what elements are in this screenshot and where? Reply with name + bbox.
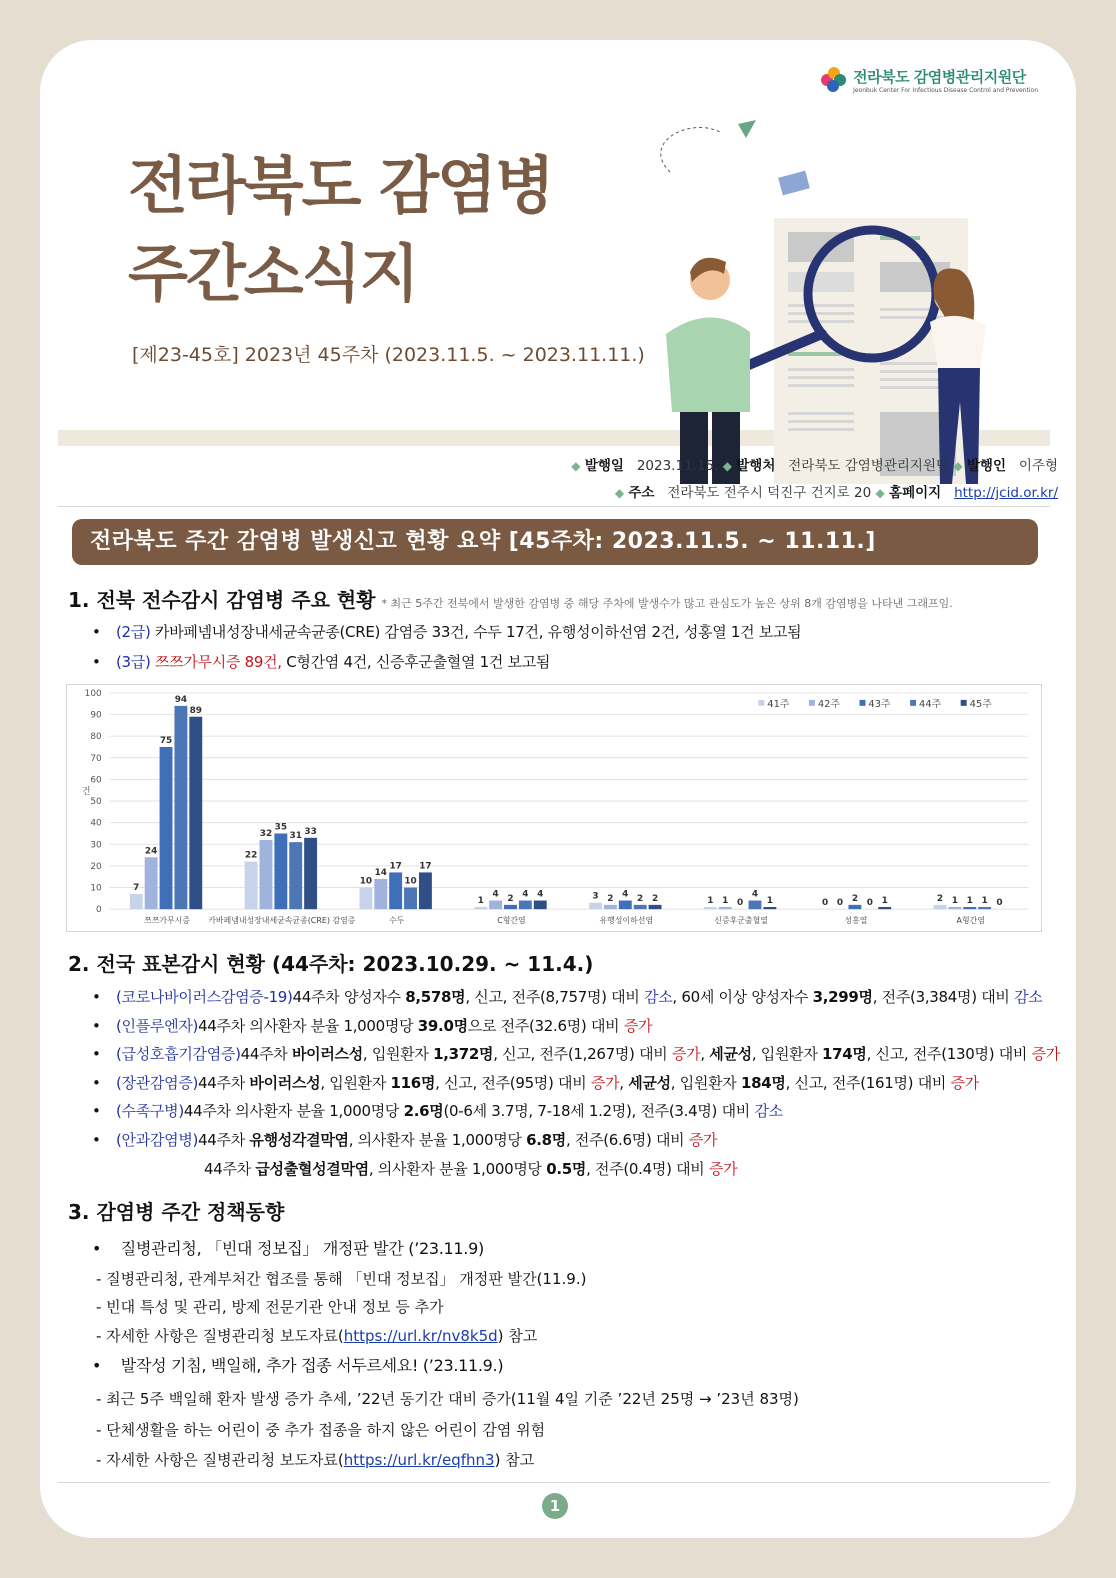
bar bbox=[519, 901, 532, 910]
weekly-cases-chart bbox=[66, 684, 1042, 932]
bar bbox=[604, 905, 617, 909]
newsletter-page bbox=[40, 40, 1076, 1538]
surveillance-item: • (급성호흡기감염증)44주차 바이러스성, 입원환자 1,372명, 신고, 전주(1,267명) 대비 증가, 세균성, 입원환자 174명, 신고, 전주(130명) 대비 증가 bbox=[92, 1045, 1060, 1063]
data-label: 4 bbox=[492, 889, 499, 900]
bar bbox=[504, 905, 517, 909]
bar bbox=[359, 888, 372, 910]
section1-heading: 1. 전북 전수감시 감염병 주요 현황 * 최근 5주간 전북에서 발생한 감염병 중 해당 주차에 발생수가 많고 관심도가 높은 상위 8개 감염병을 나타낸 그래프임. bbox=[68, 588, 953, 612]
data-label: 4 bbox=[622, 889, 629, 900]
legend-swatch bbox=[910, 700, 916, 706]
data-label: 4 bbox=[522, 889, 529, 900]
bar bbox=[289, 842, 302, 909]
page-number: 1 bbox=[542, 1493, 568, 1519]
y-tick-label: 60 bbox=[90, 775, 102, 786]
press-release-link[interactable]: https://url.kr/nv8k5d bbox=[343, 1327, 498, 1345]
section3-heading: 3. 감염병 주간 정책동향 bbox=[68, 1200, 285, 1224]
bar bbox=[948, 907, 961, 909]
bar bbox=[160, 747, 173, 909]
paper-plane-icon bbox=[738, 120, 756, 138]
category-label: 쯔쯔가무시증 bbox=[144, 916, 190, 926]
envelope-icon bbox=[778, 171, 810, 196]
y-tick-label: 80 bbox=[90, 732, 102, 743]
data-label: 2 bbox=[851, 893, 859, 904]
divider bbox=[58, 1482, 1050, 1483]
surveillance-item: • (안과감염병)44주차 유행성각결막염, 의사환자 분율 1,000명당 6.8명, 전주(6.6명) 대비 증가 bbox=[92, 1131, 718, 1149]
legend-label: 44주 bbox=[919, 698, 942, 710]
publication-info-row2: ◆ 주소 전라북도 전주시 덕진구 건지로 20 ◆ 홈페이지 http://jcid.or.kr/ bbox=[614, 485, 1058, 501]
category-label: 수두 bbox=[388, 916, 405, 926]
data-label: 94 bbox=[174, 694, 188, 705]
policy-item-1-detail: - 자세한 사항은 질병관리청 보도자료(https://url.kr/nv8k5d) 참고 bbox=[96, 1327, 538, 1345]
surveillance-item: • (인플루엔자)44주차 의사환자 분율 1,000명당 39.0명으로 전주(32.6명) 대비 증가 bbox=[92, 1017, 653, 1035]
data-label: 0 bbox=[836, 898, 844, 909]
divider bbox=[58, 506, 1050, 507]
data-label: 1 bbox=[951, 896, 958, 907]
summary-banner: 전라북도 주간 감염병 발생신고 현황 요약 [45주차: 2023.11.5. ~ 11.11.] bbox=[72, 519, 1038, 565]
data-label: 24 bbox=[144, 846, 158, 857]
data-label: 4 bbox=[537, 889, 544, 900]
legend-swatch bbox=[809, 700, 815, 706]
data-label: 32 bbox=[259, 829, 273, 840]
publication-info-row1: ◆ 발행일 2023.11.15. ◆ 발행처 전라북도 감염병관리지원단 ◆ 발행인 이주형 bbox=[571, 458, 1058, 474]
legend-label: 42주 bbox=[817, 698, 841, 710]
logo-icon bbox=[821, 67, 847, 93]
bar bbox=[419, 872, 432, 909]
y-tick-label: 10 bbox=[90, 883, 102, 894]
data-label: 7 bbox=[133, 883, 140, 894]
data-label: 2 bbox=[607, 893, 614, 904]
bar bbox=[963, 907, 976, 909]
bar bbox=[304, 838, 317, 909]
y-tick-label: 0 bbox=[96, 905, 102, 916]
y-tick-label: 30 bbox=[90, 840, 102, 851]
section2-heading: 2. 전국 표본감시 현황 (44주차: 2023.10.29. ~ 11.4.) bbox=[68, 952, 594, 976]
legend-swatch bbox=[860, 700, 866, 706]
category-label: C형간염 bbox=[497, 916, 526, 926]
logo bbox=[821, 66, 1038, 94]
surveillance-item: • (수족구병)44주차 의사환자 분율 1,000명당 2.6명(0-6세 3.7명, 7-18세 1.2명), 전주(3.4명) 대비 감소 bbox=[92, 1102, 783, 1120]
bar bbox=[404, 888, 417, 910]
y-tick-label: 50 bbox=[90, 797, 102, 808]
data-label: 75 bbox=[159, 736, 173, 747]
bar bbox=[589, 903, 602, 909]
policy-item-2: • 발작성 기침, 백일해, 추가 접종 서두르세요! (’23.11.9.) bbox=[92, 1356, 504, 1375]
data-label: 14 bbox=[374, 867, 387, 878]
bar bbox=[704, 907, 717, 909]
bar bbox=[174, 706, 187, 909]
policy-item-2-detail: - 최근 5주 백일해 환자 발생 증가 추세, ’22년 동기간 대비 증가(11월 4일 기준 ’22년 25명 → ’23년 83명) bbox=[96, 1390, 799, 1408]
bar bbox=[374, 879, 387, 909]
policy-item-1: • 질병관리청, 「빈대 정보집」 개정판 발간 (’23.11.9) bbox=[92, 1239, 484, 1258]
data-label: 2 bbox=[936, 893, 944, 904]
bar bbox=[619, 901, 632, 910]
data-label: 17 bbox=[419, 861, 432, 872]
y-tick-label: 100 bbox=[84, 688, 102, 699]
section1-bullet2: • (3급) 쯔쯔가무시증 89건, C형간염 4건, 신증후군출혈열 1건 보고됨 bbox=[92, 653, 551, 671]
bar bbox=[489, 901, 502, 910]
bar bbox=[749, 901, 762, 910]
policy-item-1-detail: - 빈대 특성 및 관리, 방제 전문기관 안내 정보 등 추가 bbox=[96, 1298, 444, 1316]
hero-illustration bbox=[600, 112, 1020, 484]
legend-swatch bbox=[758, 700, 764, 706]
surveillance-item: 44주차 급성출혈성결막염, 의사환자 분율 1,000명당 0.5명, 전주(0.4명) 대비 증가 bbox=[204, 1160, 738, 1178]
y-tick-label: 20 bbox=[90, 861, 102, 872]
data-label: 4 bbox=[751, 889, 759, 900]
issue-info: [제23-45호] 2023년 45주차 (2023.11.5. ~ 2023.11.11.) bbox=[132, 344, 645, 366]
bar bbox=[260, 840, 273, 909]
policy-item-2-detail: - 단체생활을 하는 어린이 중 추가 접종을 하지 않은 어린이 감염 위험 bbox=[96, 1421, 546, 1439]
data-label: 1 bbox=[881, 896, 888, 907]
surveillance-item: • (코로나바이러스감염증-19)44주차 양성자수 8,578명, 신고, 전주(8,757명) 대비 감소, 60세 이상 양성자수 3,299명, 전주(3,384명) 대비 감소 bbox=[92, 988, 1043, 1006]
data-label: 1 bbox=[707, 896, 714, 907]
category-label: 유행성이하선염 bbox=[599, 916, 654, 926]
data-label: 22 bbox=[244, 850, 258, 861]
y-tick-label: 70 bbox=[90, 753, 102, 764]
bar bbox=[934, 905, 947, 909]
data-label: 33 bbox=[304, 826, 317, 837]
bar bbox=[534, 901, 547, 910]
bar bbox=[649, 905, 662, 909]
data-label: 1 bbox=[766, 896, 773, 907]
data-label: 3 bbox=[592, 891, 599, 902]
bar bbox=[145, 857, 158, 909]
data-label: 35 bbox=[274, 822, 288, 833]
data-label: 2 bbox=[507, 893, 514, 904]
bar bbox=[763, 907, 776, 909]
logo-subtitle: Jeonbuk Center For Infectious Disease Control and Prevention bbox=[853, 87, 1038, 94]
y-tick-label: 90 bbox=[90, 710, 102, 721]
homepage-link[interactable]: http://jcid.or.kr/ bbox=[954, 485, 1058, 501]
data-label: 31 bbox=[289, 831, 302, 842]
data-label: 10 bbox=[404, 876, 417, 887]
logo-name: 전라북도 감염병관리지원단 bbox=[853, 68, 1026, 86]
bar bbox=[189, 717, 202, 909]
legend-label: 43주 bbox=[868, 698, 891, 710]
section1-bullet1: • (2급) 카바페넴내성장내세균속균종(CRE) 감염증 33건, 수두 17건, 유행성이하선염 2건, 성홍열 1건 보고됨 bbox=[92, 623, 802, 641]
data-label: 1 bbox=[966, 896, 973, 907]
bar bbox=[245, 862, 258, 910]
policy-item-1-detail: - 질병관리청, 관계부처간 협조를 통해 「빈대 정보집」 개정판 발간(11.9.) bbox=[96, 1270, 587, 1288]
data-label: 1 bbox=[722, 896, 729, 907]
category-label: A형간염 bbox=[956, 916, 985, 926]
bar bbox=[474, 907, 487, 909]
data-label: 10 bbox=[359, 876, 373, 887]
y-axis-label: 건 bbox=[81, 787, 91, 798]
category-label: 신증후군출혈열 bbox=[714, 916, 768, 926]
press-release-link[interactable]: https://url.kr/eqfhn3 bbox=[343, 1451, 495, 1469]
bar bbox=[389, 872, 402, 909]
policy-item-2-detail: - 자세한 사항은 질병관리청 보도자료(https://url.kr/eqfhn3) 참고 bbox=[96, 1451, 535, 1469]
legend-label: 45주 bbox=[969, 698, 992, 710]
data-label: 2 bbox=[651, 893, 659, 904]
legend-label: 41주 bbox=[767, 698, 790, 710]
data-label: 0 bbox=[822, 898, 829, 909]
data-label: 0 bbox=[737, 898, 744, 909]
bar bbox=[130, 894, 143, 909]
bar bbox=[634, 905, 647, 909]
newsletter-title: 전라북도 감염병 주간소식지 bbox=[128, 149, 553, 310]
bar bbox=[878, 907, 891, 909]
bar bbox=[719, 907, 732, 909]
bar bbox=[978, 907, 991, 909]
data-label: 89 bbox=[189, 705, 202, 716]
y-tick-label: 40 bbox=[90, 818, 102, 829]
bar bbox=[848, 905, 861, 909]
category-label: 카바페넴내성장내세균속균종(CRE) 감염증 bbox=[208, 916, 356, 926]
data-label: 17 bbox=[389, 861, 402, 872]
data-label: 1 bbox=[477, 896, 484, 907]
data-label: 1 bbox=[981, 896, 988, 907]
category-label: 성홍열 bbox=[844, 916, 868, 926]
surveillance-item: • (장관감염증)44주차 바이러스성, 입원환자 116명, 신고, 전주(95명) 대비 증가, 세균성, 입원환자 184명, 신고, 전주(161명) 대비 증가 bbox=[92, 1074, 979, 1092]
data-label: 0 bbox=[866, 898, 873, 909]
data-label: 2 bbox=[637, 893, 644, 904]
data-label: 0 bbox=[996, 898, 1003, 909]
bar bbox=[274, 833, 287, 909]
legend-swatch bbox=[961, 700, 967, 706]
